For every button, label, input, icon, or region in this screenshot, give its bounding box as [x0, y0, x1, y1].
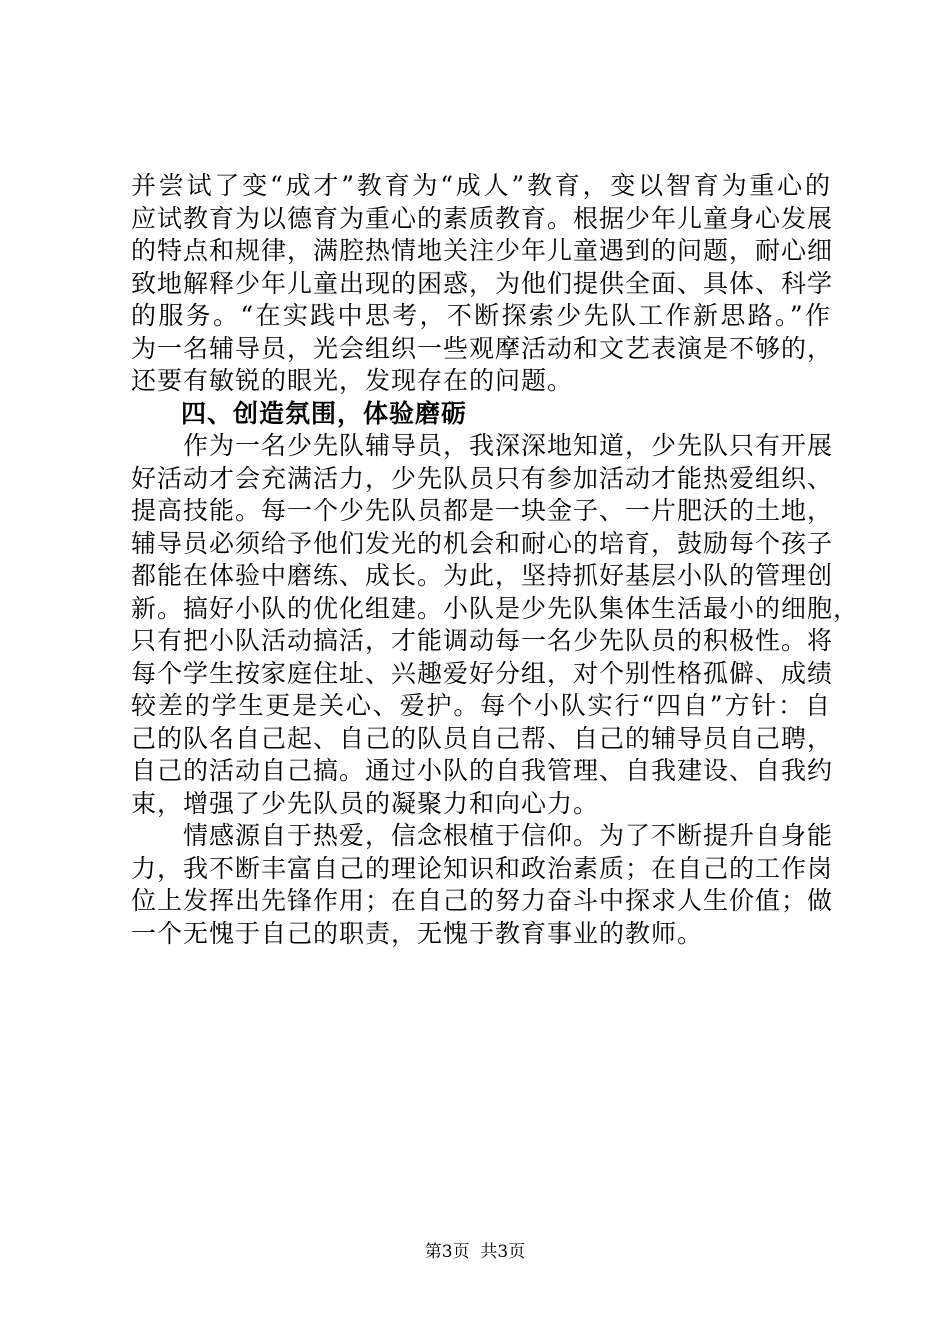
paragraph-line: 的服务。“在实践中思考，不断探索少先队工作新思路。”作 — [131, 301, 831, 330]
paragraph-line: 应试教育为以德育为重心的素质教育。根据少年儿童身心发展 — [131, 203, 834, 233]
paragraph-line: 己的队名自己起、自己的队员自己帮、自己的辅导员自己聘， — [131, 723, 834, 753]
paragraph-line: 提高技能。每一个少先队员都是一块金子、一片肥沃的土地， — [131, 496, 834, 525]
page-footer — [0, 1241, 950, 1263]
paragraph-line: 并尝试了变“成才”教育为“成人”教育，变以智育为重心的 — [131, 171, 831, 200]
paragraph-line: 自己的活动自己搞。通过小队的自我管理、自我建设、自我约 — [131, 756, 834, 785]
paragraph-line: 力，我不断丰富自己的理论知识和政治素质；在自己的工作岗 — [131, 853, 834, 883]
page-total: 共3页 — [480, 1242, 526, 1262]
paragraph-line: 新。搞好小队的优化组建。小队是少先队集体生活最小的细胞， — [131, 593, 860, 623]
document-body — [131, 170, 860, 950]
paragraph-line: 情感源自于热爱，信念根植于信仰。为了不断提升自身能 — [131, 821, 834, 850]
paragraph-line: 都能在体验中磨练、成长。为此，坚持抓好基层小队的管理创 — [131, 561, 834, 590]
paragraph-line: 辅导员必须给予他们发光的机会和耐心的培育，鼓励每个孩子 — [131, 528, 834, 558]
paragraph-line: 每个学生按家庭住址、兴趣爱好分组，对个别性格孤僻、成绩 — [131, 658, 834, 688]
section-heading: 四、创造氛围，体验磨砺 — [181, 398, 468, 428]
paragraph-line: 束，增强了少先队员的凝聚力和向心力。 — [131, 788, 600, 818]
paragraph-line: 还要有敏锐的眼光，发现存在的问题。 — [131, 366, 574, 395]
paragraph-line: 的特点和规律，满腔热情地关注少年儿童遇到的问题，耐心细 — [131, 236, 834, 265]
paragraph-line: 好活动才会充满活力，少先队员只有参加活动才能热爱组织、 — [131, 463, 834, 493]
paragraph-line: 一个无愧于自己的职责，无愧于教育事业的教师。 — [131, 918, 704, 948]
paragraph-line: 只有把小队活动搞活，才能调动每一名少先队员的积极性。将 — [131, 626, 834, 655]
paragraph-line: 致地解释少年儿童出现的困惑，为他们提供全面、具体、科学 — [131, 268, 834, 298]
page-number: 第3页 — [424, 1242, 470, 1262]
paragraph-line: 作为一名少先队辅导员，我深深地知道，少先队只有开展 — [131, 431, 834, 460]
paragraph-line: 较差的学生更是关心、爱护。每个小队实行“四自”方针：自 — [131, 691, 831, 720]
paragraph-line: 位上发挥出先锋作用；在自己的努力奋斗中探求人生价值；做 — [131, 886, 834, 915]
paragraph-line: 为一名辅导员，光会组织一些观摩活动和文艺表演是不够的， — [131, 333, 834, 363]
